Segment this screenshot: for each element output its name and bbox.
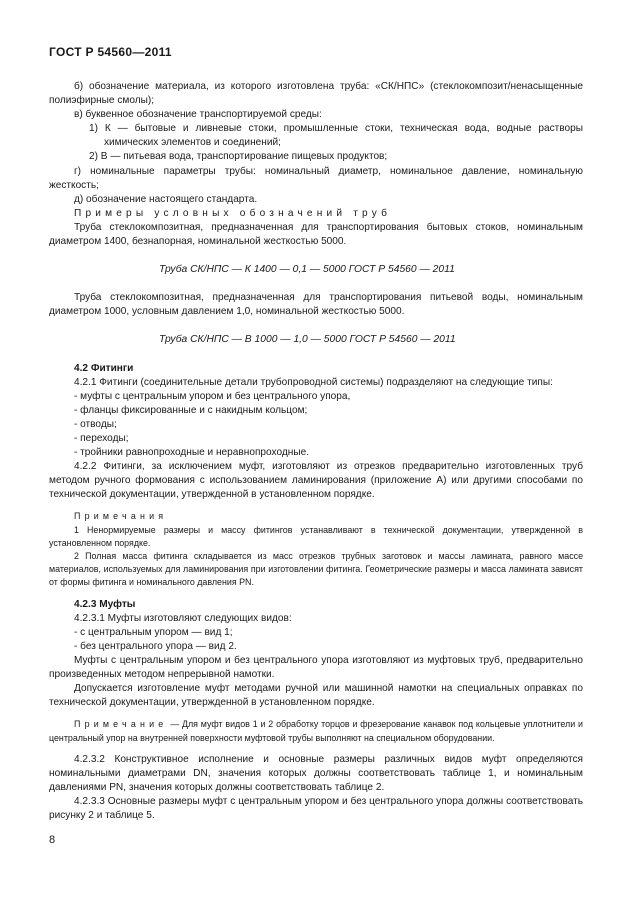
notes-heading: Примечания [74, 511, 168, 522]
paragraph: 4.2.3.1 Муфты изготовляют следующих видов: [74, 612, 292, 624]
paragraph: 4.2.3.3 Основные размеры муфт с центральным упором и без центрального упора должны соответствовать рисунку 2 и таблице 5. [49, 796, 583, 822]
paragraph: Труба стеклокомпозитная, предназначенная для транспортирования питьевой воды, номинальным диаметром 1000, условным давлением 1,0, номинальной жесткостью 5000. [49, 292, 583, 318]
list-item: 1) К — бытовые и ливневые стоки, промышленные стоки, техническая вода, водные растворы химических элементов и соединений; [89, 123, 583, 149]
note [49, 718, 583, 744]
list-item: - без центрального упора — вид 2. [74, 640, 237, 652]
list-item: - с центральным упором — вид 1; [74, 626, 233, 638]
note: 1 Ненормируемые размеры и массу фитингов устанавливают в технической документации, утвержденной в установленном порядке. [49, 524, 583, 548]
note: 2 Полная масса фитинга складывается из масс отрезков трубных заготовок и массы ламината, равного массе материалов, используемых для ламинирования при изготовлении фитинга. Геометрические размеры и масса ламината зависят от формы фитинга и номинального давления PN. [49, 551, 583, 588]
paragraph: Муфты с центральным упором и без центрального упора изготовляют из муфтовых труб, предварительно произведенных методом непрерывной намотки. [49, 655, 583, 681]
page-header: ГОСТ Р 54560—2011 [49, 45, 172, 59]
designation-formula: Труба СК/НПС — К 1400 — 0,1 — 5000 ГОСТ Р 54560 — 2011 [159, 264, 455, 276]
paragraph: б) обозначение материала, из которого изготовлена труба: «СК/НПС» (стеклокомпозит/ненасыщенные полиэфирные смолы); [49, 81, 583, 107]
paragraph: 4.2.3.2 Конструктивное исполнение и основные размеры различных видов муфт определяются номинальными диаметрами DN, значения которых должны соответствовать таблице 1, и номинальным давлениями PN, значения которых должны соответствовать таблице 2. [49, 753, 583, 793]
list-item: - тройники равнопроходные и неравнопроходные. [74, 447, 309, 459]
list-item: 2) В — питьевая вода, транспортирование пищевых продуктов; [89, 151, 388, 163]
designation-formula: Труба СК/НПС — В 1000 — 1,0 — 5000 ГОСТ Р 54560 — 2011 [159, 334, 456, 346]
paragraph: 4.2.1 Фитинги (соединительные детали трубопроводной системы) подразделяют на следующие типы: [74, 376, 553, 388]
note-label: Примечание [74, 719, 168, 730]
section-heading: 4.2.3 Муфты [74, 598, 136, 610]
paragraph: д) обозначение настоящего стандарта. [74, 193, 258, 205]
list-item: - отводы; [74, 418, 117, 430]
list-item: - переходы; [74, 432, 129, 444]
document-body [49, 80, 583, 823]
paragraph: г) номинальные параметры трубы: номинальный диаметр, номинальное давление, номинальную жесткость; [49, 165, 583, 191]
page-number: 8 [49, 834, 56, 846]
paragraph: 4.2.2 Фитинги, за исключением муфт, изготовляют из отрезков предварительно изготовленных труб методом ручного формования с использованием ламинирования (приложение А) или другими способами по технической документации, утвержденной в установленном порядке. [49, 461, 583, 501]
paragraph: Допускается изготовление муфт методами ручной или машинной намотки на специальных оправках по технической документации, утвержденной в установленном порядке. [49, 683, 583, 709]
list-item: - фланцы фиксированные и с накидным кольцом; [74, 404, 308, 416]
examples-heading: Примеры условных обозначений труб [74, 207, 392, 219]
list-item: - муфты с центральным упором и без центрального упора, [74, 390, 351, 402]
section-heading: 4.2 Фитинги [74, 362, 134, 374]
paragraph: Труба стеклокомпозитная, предназначенная для транспортирования бытовых стоков, номинальным диаметром 1400, безнапорная, номинальной жесткостью 5000. [49, 221, 583, 248]
paragraph: в) буквенное обозначение транспортируемой среды: [74, 109, 322, 121]
note-text: — Для муфт видов 1 и 2 обработку торцов и фрезерование канавок под кольцевые уплотнители и центральный упор на внутренней поверхности муфтовой трубы выполняют на специальном оборудовании. [49, 719, 583, 743]
